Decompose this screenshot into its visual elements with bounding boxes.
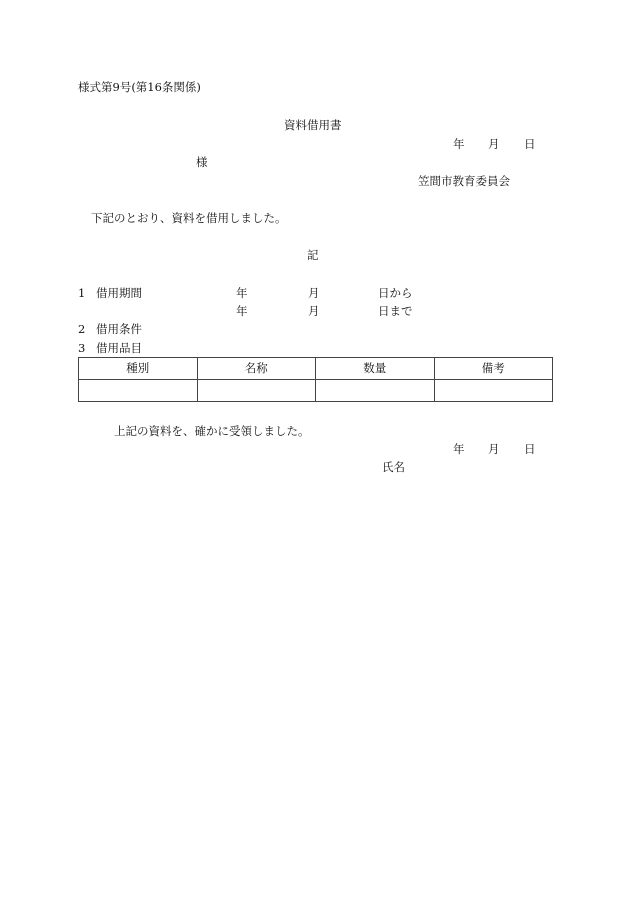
table-row <box>79 380 553 402</box>
period-to-year: 年 <box>236 304 248 318</box>
cell-quantity <box>316 380 435 402</box>
date-top-day: 日 <box>524 137 536 151</box>
cell-remarks <box>434 380 553 402</box>
intro-text: 下記のとおり、資料を借用しました。 <box>91 211 287 225</box>
date-bottom-month: 月 <box>488 442 500 456</box>
item-number: 3 <box>78 341 86 355</box>
period-from-month: 月 <box>308 286 320 300</box>
cell-type <box>79 380 198 402</box>
date-top-year: 年 <box>453 137 465 151</box>
period-to-month: 月 <box>308 304 320 318</box>
document-title: 資料借用書 <box>284 118 342 132</box>
header-remarks: 備考 <box>434 358 553 380</box>
addressee-suffix: 様 <box>196 155 208 169</box>
signature-label: 氏名 <box>382 460 405 474</box>
period-from-year: 年 <box>236 286 248 300</box>
period-to-suffix: 日まで <box>378 304 413 318</box>
date-top-month: 月 <box>488 137 500 151</box>
item-label: 借用期間 <box>96 286 142 300</box>
item-label: 借用品目 <box>96 341 142 355</box>
item-number: 2 <box>78 322 86 336</box>
header-name: 名称 <box>197 358 316 380</box>
cell-name <box>197 380 316 402</box>
item-number: 1 <box>78 286 86 300</box>
form-label: 様式第9号(第16条関係) <box>78 80 201 94</box>
receipt-text: 上記の資料を、確かに受領しました。 <box>114 424 310 438</box>
date-bottom-day: 日 <box>524 442 536 456</box>
date-bottom-year: 年 <box>453 442 465 456</box>
issuer: 笠間市教育委員会 <box>418 174 510 188</box>
table-header-row <box>79 358 553 380</box>
ki-heading: 記 <box>307 248 319 262</box>
header-quantity: 数量 <box>316 358 435 380</box>
header-type: 種別 <box>79 358 198 380</box>
items-table <box>78 357 553 402</box>
period-from-suffix: 日から <box>378 286 413 300</box>
item-label: 借用条件 <box>96 322 142 336</box>
